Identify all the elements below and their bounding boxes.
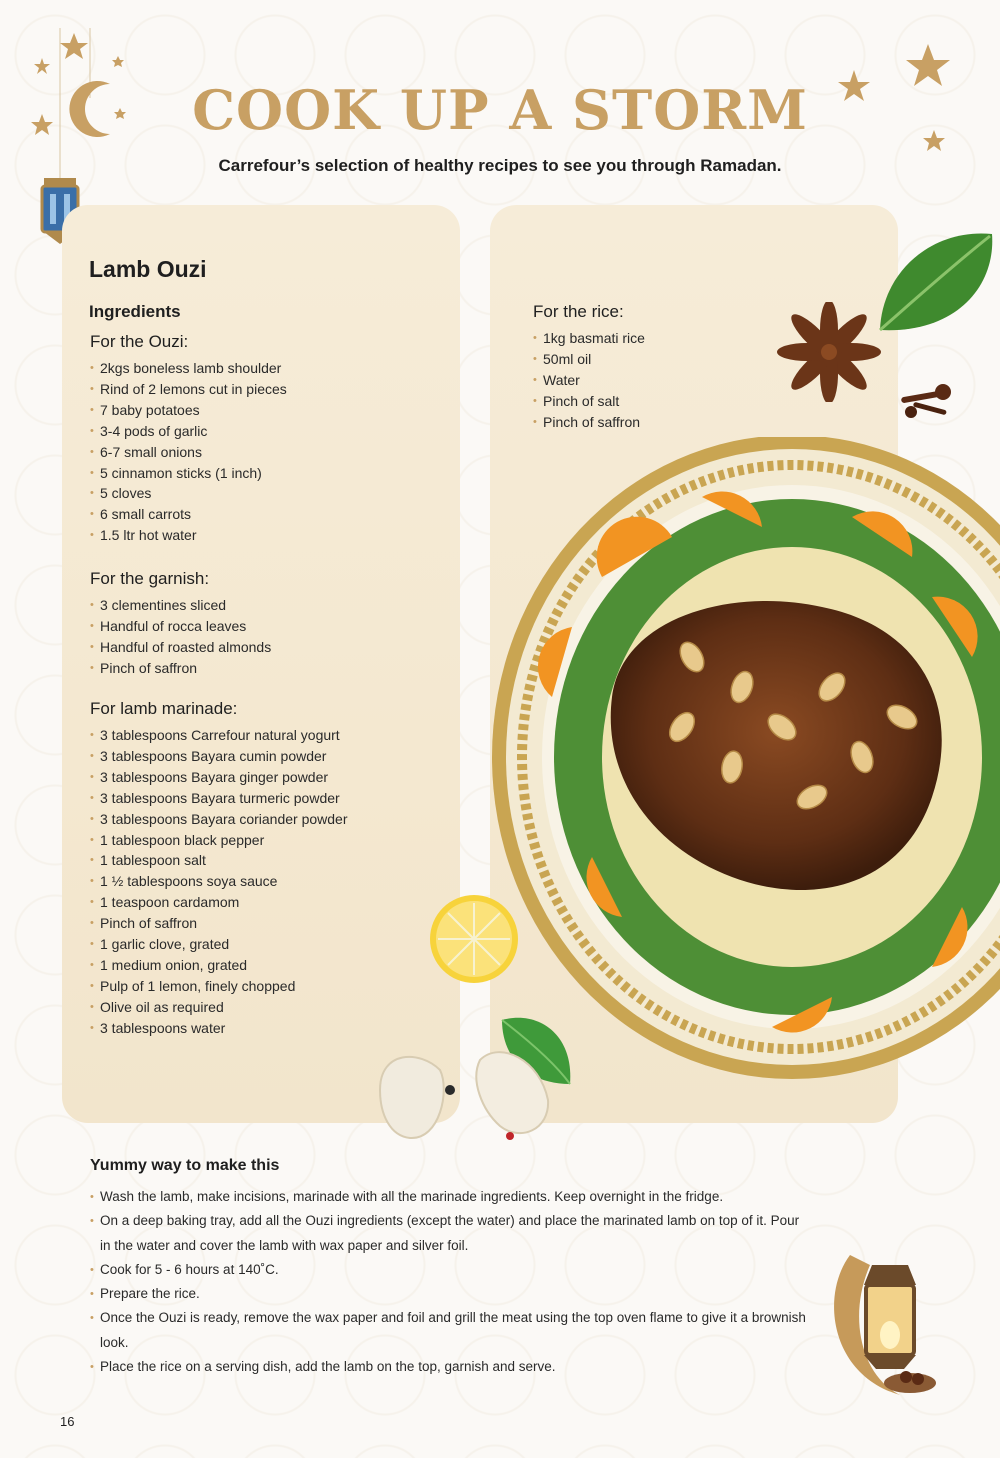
ingredients-heading: Ingredients — [89, 302, 181, 321]
list-item: • 2kgs boneless lamb shoulder — [90, 358, 287, 379]
list-item: • 3 tablespoons water — [90, 1018, 348, 1039]
list-item: • 50ml oil — [533, 349, 645, 370]
list-item: • 1.5 ltr hot water — [90, 525, 287, 546]
lamb-ouzi-plate-image — [492, 437, 1000, 1097]
list-item: • 1 garlic clove, grated — [90, 934, 348, 955]
list-item: • 3 tablespoons Carrefour natural yogurt — [90, 725, 348, 746]
garlic-icon — [370, 1030, 560, 1150]
list-item: • 3 clementines sliced — [90, 595, 271, 616]
list-item: • 5 cinnamon sticks (1 inch) — [90, 463, 287, 484]
list-item: • Olive oil as required — [90, 997, 348, 1018]
list-item: • Pinch of saffron — [90, 913, 348, 934]
list-item: • Place the rice on a serving dish, add the lamb on the top, garnish and serve. — [90, 1355, 810, 1379]
list-item: • Pinch of saffron — [90, 658, 271, 679]
list-item: • 5 cloves — [90, 483, 287, 504]
ingredient-list — [90, 358, 287, 546]
ingredient-list — [90, 595, 271, 679]
star-icon — [112, 56, 124, 67]
section-heading: For lamb marinade: — [90, 699, 238, 718]
list-item: • 3 tablespoons Bayara turmeric powder — [90, 788, 348, 809]
page-title: COOK UP A STORM — [192, 78, 808, 142]
page-number: 16 — [60, 1414, 75, 1429]
method-steps — [90, 1185, 810, 1379]
list-item: • 1 tablespoon black pepper — [90, 830, 348, 851]
garnish-section — [90, 569, 271, 679]
list-item: • Pinch of salt — [533, 391, 645, 412]
list-item: • Once the Ouzi is ready, remove the wax paper and foil and grill the meat using the top oven flame to give it a brownish look. — [90, 1306, 810, 1355]
list-item: • 1 tablespoon salt — [90, 850, 348, 871]
list-item: • 1kg basmati rice — [533, 328, 645, 349]
list-item: • 1 medium onion, grated — [90, 955, 348, 976]
method-heading: Yummy way to make this — [90, 1157, 280, 1174]
list-item: • On a deep baking tray, add all the Ouzi ingredients (except the water) and place the marinated lamb on top of it. Pour in the water and cover the lamb with wax paper and silver foil. — [90, 1209, 810, 1258]
star-icon — [60, 33, 88, 59]
list-item: • Handful of roasted almonds — [90, 637, 271, 658]
recipe-title: Lamb Ouzi — [89, 256, 207, 282]
list-item: • 6 small carrots — [90, 504, 287, 525]
ingredient-list — [533, 328, 645, 433]
list-item: • Water — [533, 370, 645, 391]
section-heading: For the Ouzi: — [90, 332, 189, 351]
list-item: • Pinch of saffron — [533, 412, 645, 433]
ingredient-list — [90, 725, 348, 1039]
lantern-icon — [820, 1235, 950, 1400]
list-item: • Wash the lamb, make incisions, marinade with all the marinade ingredients. Keep overnight in the fridge. — [90, 1185, 810, 1209]
clove-icon — [895, 372, 961, 424]
list-item: • 3 tablespoons Bayara coriander powder — [90, 809, 348, 830]
list-item: • 3-4 pods of garlic — [90, 421, 287, 442]
list-item: • Prepare the rice. — [90, 1282, 810, 1306]
list-item: • 6-7 small onions — [90, 442, 287, 463]
list-item: • Cook for 5 - 6 hours at 140˚C. — [90, 1258, 810, 1282]
spinach-leaf-icon — [872, 222, 1000, 340]
star-icon — [34, 58, 50, 74]
star-anise-icon — [776, 302, 882, 402]
page-subtitle: Carrefour’s selection of healthy recipes to see you through Ramadan. — [218, 156, 782, 175]
list-item: • 3 tablespoons Bayara cumin powder — [90, 746, 348, 767]
list-item: • 3 tablespoons Bayara ginger powder — [90, 767, 348, 788]
list-item: • Pulp of 1 lemon, finely chopped — [90, 976, 348, 997]
lemon-slice-icon — [428, 893, 520, 985]
section-heading: For the rice: — [533, 302, 624, 321]
marinade-section — [90, 699, 348, 1039]
list-item: • 1 teaspoon cardamom — [90, 892, 348, 913]
list-item: • 7 baby potatoes — [90, 400, 287, 421]
list-item: • Rind of 2 lemons cut in pieces — [90, 379, 287, 400]
list-item: • Handful of rocca leaves — [90, 616, 271, 637]
list-item: • 1 ½ tablespoons soya sauce — [90, 871, 348, 892]
section-heading: For the garnish: — [90, 569, 210, 588]
ouzi-section — [90, 332, 287, 546]
rice-section — [533, 302, 645, 433]
